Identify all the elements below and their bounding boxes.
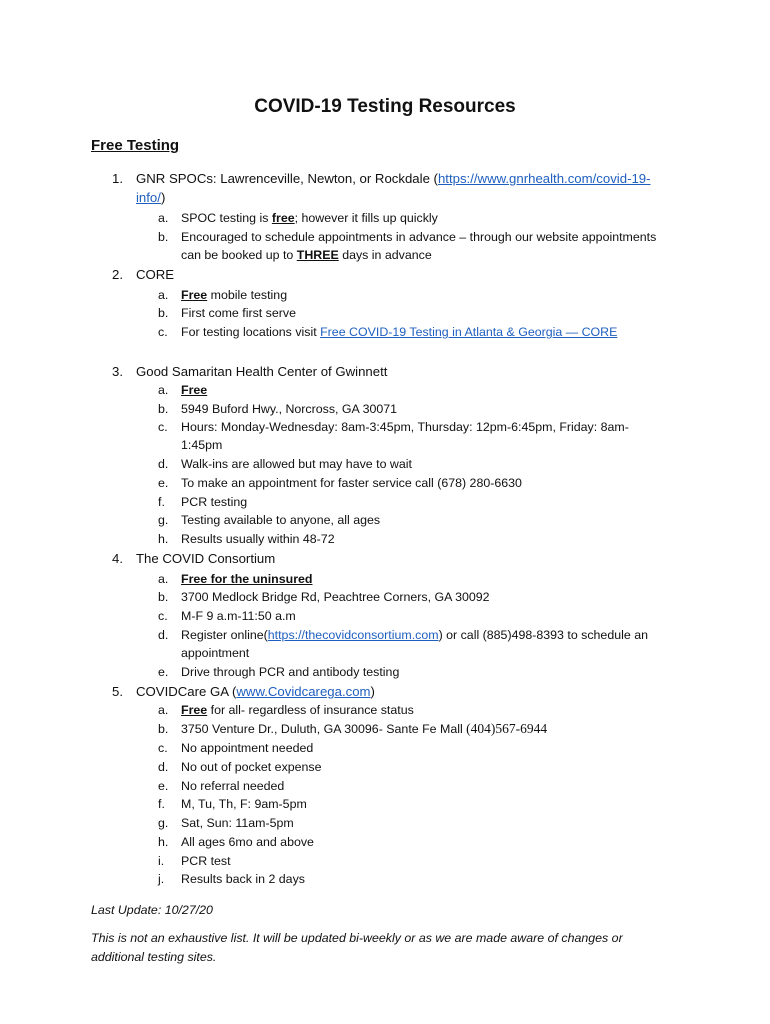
sub-item: To make an appointment for faster service call (678) 280-6630 [181,476,522,490]
disclaimer-line-2: additional testing sites. [91,950,217,964]
sub-item: Free [181,383,208,397]
item-number: 1. [112,171,123,186]
sub-item: 5949 Buford Hwy., Norcross, GA 30071 [181,402,398,416]
item-number: 5. [112,684,123,699]
sub-item: Free mobile testing [181,288,288,302]
covidcare-link[interactable]: www.Covidcarega.com [236,684,371,699]
sub-letter: c. [158,609,168,623]
sub-item: All ages 6mo and above [181,835,314,849]
last-update: Last Update: 10/27/20 [91,903,213,917]
sub-item: Testing available to anyone, all ages [181,513,381,527]
sub-letter: b. [158,306,169,320]
sub-item: Free for the uninsured [181,572,313,586]
section-heading: Free Testing [91,137,180,154]
sub-letter: d. [158,760,169,774]
sub-letter: e. [158,476,169,490]
item-text-cont: info/) [136,190,166,205]
sub-letter: b. [158,590,169,604]
sub-item: Results usually within 48-72 [181,532,335,546]
sub-item: Hours: Monday-Wednesday: 8am-3:45pm, Thursday: 12pm-6:45pm, Friday: 8am- [181,420,629,434]
item-text: GNR SPOCs: Lawrenceville, Newton, or Rockdale (https://www.gnrhealth.com/covid-19- [136,171,651,186]
sub-item-cont: appointment [181,646,250,660]
item-number: 3. [112,364,123,379]
sub-item-cont: 1:45pm [181,438,223,452]
sub-letter: f. [158,495,165,509]
gnr-link[interactable]: https://www.gnrhealth.com/covid-19- [437,171,651,186]
sub-item: No referral needed [181,779,285,793]
sub-letter: a. [158,383,169,397]
item-number: 4. [112,551,123,566]
sub-item: SPOC testing is free; however it fills up quickly [181,211,438,225]
sub-letter: f. [158,797,165,811]
sub-item: Drive through PCR and antibody testing [181,665,400,679]
sub-item: PCR testing [181,495,248,509]
sub-letter: d. [158,628,169,642]
sub-letter: g. [158,816,169,830]
item-text: Good Samaritan Health Center of Gwinnett [136,364,388,379]
sub-letter: b. [158,722,169,736]
sub-letter: a. [158,211,169,225]
sub-letter: g. [158,513,169,527]
item-text: CORE [136,267,175,282]
sub-item: 3700 Medlock Bridge Rd, Peachtree Corners, GA 30092 [181,590,490,604]
gnr-link-cont[interactable]: info/ [136,190,161,205]
sub-item: PCR test [181,854,231,868]
sub-item: No out of pocket expense [181,760,322,774]
consortium-link[interactable]: https://thecovidconsortium.com [267,628,439,642]
sub-item: Results back in 2 days [181,872,305,886]
sub-item: Register online(https://thecovidconsortium.com) or call (885)498-8393 to schedule an [181,628,648,642]
item-text: The COVID Consortium [136,551,276,566]
sub-letter: a. [158,288,169,302]
sub-letter: b. [158,402,169,416]
sub-item: 3750 Venture Dr., Duluth, GA 30096- Sante Fe Mall (404)567-6944 [181,721,548,736]
sub-letter: c. [158,325,168,339]
sub-item: First come first serve [181,306,296,320]
sub-letter: e. [158,665,169,679]
sub-item: Walk-ins are allowed but may have to wait [181,457,412,471]
sub-letter: i. [158,854,165,868]
sub-letter: h. [158,532,169,546]
sub-letter: e. [158,779,169,793]
page-title: COVID-19 Testing Resources [254,96,516,117]
sub-letter: c. [158,420,168,434]
sub-letter: a. [158,703,169,717]
sub-item: M-F 9 a.m-11:50 a.m [181,609,296,623]
sub-item-cont: can be booked up to THREE days in advance [181,248,432,262]
core-link[interactable]: Free COVID-19 Testing in Atlanta & Georgia — CORE [320,325,618,339]
sub-item: Encouraged to schedule appointments in advance – through our website appointments [181,230,657,244]
sub-item: Sat, Sun: 11am-5pm [181,816,294,830]
sub-item: M, Tu, Th, F: 9am-5pm [181,797,307,811]
sub-item: For testing locations visit Free COVID-19 Testing in Atlanta & Georgia — CORE [181,325,618,339]
item-text: COVIDCare GA (www.Covidcarega.com) [136,684,375,699]
sub-item: Free for all- regardless of insurance status [181,703,414,717]
disclaimer-line-1: This is not an exhaustive list. It will be updated bi-weekly or as we are made aware of changes or [91,931,623,945]
sub-item: No appointment needed [181,741,314,755]
sub-letter: d. [158,457,169,471]
sub-letter: c. [158,741,168,755]
sub-letter: h. [158,835,169,849]
item-number: 2. [112,267,123,282]
sub-letter: a. [158,572,169,586]
sub-letter: j. [158,872,165,886]
sub-letter: b. [158,230,169,244]
